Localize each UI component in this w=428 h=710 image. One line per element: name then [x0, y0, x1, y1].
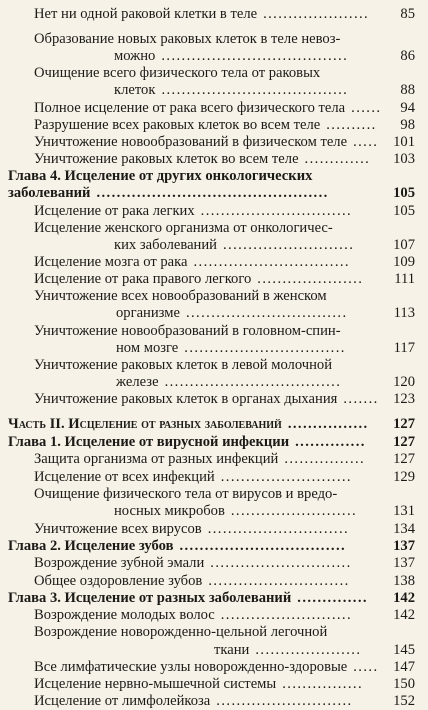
toc-entry-page-number: 86: [400, 48, 415, 64]
toc-dot-leader: .................................: [179, 538, 347, 554]
toc-entry-page-number: 152: [393, 693, 415, 709]
toc-dot-leader: ..............................................: [96, 185, 329, 201]
toc-entry-title: Полное исцеление от рака всего физического тела: [34, 100, 346, 116]
toc-entry-title: Уничтожение раковых клеток в левой молочной: [34, 357, 333, 373]
toc-entry-page-number: 145: [393, 642, 415, 658]
toc-entry-page-number: 105: [393, 185, 415, 201]
toc-dot-leader: ..............: [295, 434, 366, 450]
toc-dot-leader: .............: [304, 151, 371, 167]
toc-entry-title: организме: [116, 305, 180, 321]
toc-entry-title: Исцеление от всех инфекций: [34, 469, 215, 485]
toc-dot-leader: ..............: [297, 590, 368, 606]
toc-entry-page-number: 142: [393, 590, 415, 606]
toc-dot-leader: .........................: [230, 503, 358, 519]
toc-entry-page-number: 88: [400, 82, 415, 98]
toc-entry-page-number: 111: [394, 271, 415, 287]
toc-entry-title: Нет ни одной раковой клетки в теле: [34, 6, 258, 22]
toc-entry-page-number: 134: [393, 521, 415, 537]
toc-entry-page-number: 127: [393, 434, 415, 450]
toc-entry-page-number: 129: [393, 469, 415, 485]
toc-entry-title: Уничтожение раковых клеток в органах дыхания: [34, 391, 338, 407]
toc-entry-page-number: 127: [393, 416, 415, 432]
toc-dot-leader: ............................: [207, 521, 350, 537]
toc-entry-title: железе: [116, 374, 159, 390]
toc-entry-page-number: 117: [393, 340, 415, 356]
toc-dot-leader: .....................: [263, 6, 370, 22]
toc-entry-title: Защита организма от разных инфекций: [34, 451, 279, 467]
toc-dot-leader: .....................................: [161, 48, 349, 64]
toc-dot-leader: .....: [353, 134, 379, 150]
toc-entry-title: Исцеление женского организма от онкологичес-: [34, 220, 333, 236]
toc-entry-page-number: 150: [393, 676, 415, 692]
toc-entry-page-number: 98: [400, 117, 415, 133]
toc-entry-title: Исцеление от рака правого легкого: [34, 271, 252, 287]
toc-entry-page-number: 109: [393, 254, 415, 270]
toc-dot-leader: ...................................: [164, 374, 342, 390]
toc-entry-title: Образование новых раковых клеток в теле невоз-: [34, 31, 341, 47]
toc-entry-title: ких заболеваний: [114, 237, 217, 253]
toc-entry-title: ткани: [214, 642, 250, 658]
toc-entry-title: можно: [114, 48, 156, 64]
toc-dot-leader: .....................: [257, 271, 364, 287]
toc-dot-leader: ...........................: [216, 693, 353, 709]
toc-entry-title: Уничтожение всех вирусов: [34, 521, 202, 537]
toc-entry-title: Разрушение всех раковых клеток во всем теле: [34, 117, 321, 133]
toc-entry-title: Глава 2. Исцеление зубов: [8, 538, 174, 554]
toc-dot-leader: ............................: [208, 573, 350, 589]
toc-dot-leader: .....................: [255, 642, 362, 658]
toc-dot-leader: ..........................: [222, 237, 355, 253]
toc-dot-leader: ................: [287, 416, 369, 432]
toc-entry-page-number: 120: [393, 374, 415, 390]
toc-dot-leader: ..........................: [220, 469, 352, 485]
toc-entry-title: Исцеление нервно-мышечной системы: [34, 676, 277, 692]
toc-entry-title: носных микробов: [114, 503, 225, 519]
toc-entry-title: ном мозге: [116, 340, 179, 356]
toc-entry-title: Глава 1. Исцеление от вирусной инфекции: [8, 434, 290, 450]
toc-dot-leader: .....................................: [161, 82, 349, 98]
toc-entry-page-number: 137: [393, 555, 415, 571]
toc-dot-leader: ................: [284, 451, 366, 467]
toc-dot-leader: .....: [353, 659, 379, 675]
toc-entry-page-number: 123: [393, 391, 415, 407]
toc-dot-leader: ......: [351, 100, 382, 116]
toc-entry-page-number: 138: [393, 573, 415, 589]
toc-dot-leader: .......: [343, 391, 379, 407]
toc-entry-title: Возрождение зубной эмали: [34, 555, 205, 571]
toc-entry-title: Очищение физического тела от вирусов и вредо-: [34, 486, 338, 502]
toc-dot-leader: ..........: [326, 117, 377, 133]
toc-entry-page-number: 103: [393, 151, 415, 167]
toc-entry-title: Исцеление мозга от рака: [34, 254, 188, 270]
toc-entry-title: Возрождение новорожденно-цельной легочной: [34, 624, 328, 640]
toc-entry-page-number: 101: [393, 134, 415, 150]
toc-entry-page-number: 127: [393, 451, 415, 467]
toc-entry-page-number: 142: [393, 607, 415, 623]
toc-entry-page-number: 113: [393, 305, 415, 321]
toc-entry-title: заболеваний: [8, 185, 91, 201]
toc-entry-title: Уничтожение новообразований в физическом теле: [34, 134, 348, 150]
toc-entry-page-number: 105: [393, 203, 415, 219]
toc-entry-page-number: 131: [393, 503, 415, 519]
toc-entry-title: Уничтожение всех новообразований в женском: [34, 288, 327, 304]
toc-entry-title: Глава 4. Исцеление от других онкологических: [8, 168, 313, 184]
toc-dot-leader: ................................: [184, 340, 346, 356]
toc-entry-title: Исцеление от лимфолейкоза: [34, 693, 211, 709]
toc-dot-leader: ...............................: [193, 254, 350, 270]
toc-entry-title: Уничтожение новообразований в головном-спин-: [34, 323, 341, 339]
toc-entry-title: Возрождение молодых волос: [34, 607, 215, 623]
toc-entry-title: Глава 3. Исцеление от разных заболеваний: [8, 590, 292, 606]
toc-entry-title: клеток: [114, 82, 156, 98]
toc-entry-page-number: 94: [400, 100, 415, 116]
toc-dot-leader: ................................: [185, 305, 348, 321]
toc-dot-leader: ................: [282, 676, 363, 692]
toc-entry-title: Очищение всего физического тела от раковых: [34, 65, 321, 81]
toc-entry-page-number: 85: [400, 6, 415, 22]
toc-dot-leader: ..........................: [220, 607, 353, 623]
toc-dot-leader: ............................: [210, 555, 352, 571]
toc-entry-page-number: 137: [393, 538, 415, 554]
toc-entry-title: Часть II. Исцеление от разных заболеваний: [8, 416, 282, 432]
toc-entry-title: Общее оздоровление зубов: [34, 573, 203, 589]
toc-entry-page-number: 107: [393, 237, 415, 253]
toc-entry-title: Уничтожение раковых клеток во всем теле: [34, 151, 299, 167]
toc-entry-page-number: 147: [393, 659, 415, 675]
toc-entry-title: Исцеление от рака легких: [34, 203, 195, 219]
toc-entry-title: Все лимфатические узлы новорожденно-здоровые: [34, 659, 348, 675]
toc-dot-leader: ..............................: [200, 203, 353, 219]
